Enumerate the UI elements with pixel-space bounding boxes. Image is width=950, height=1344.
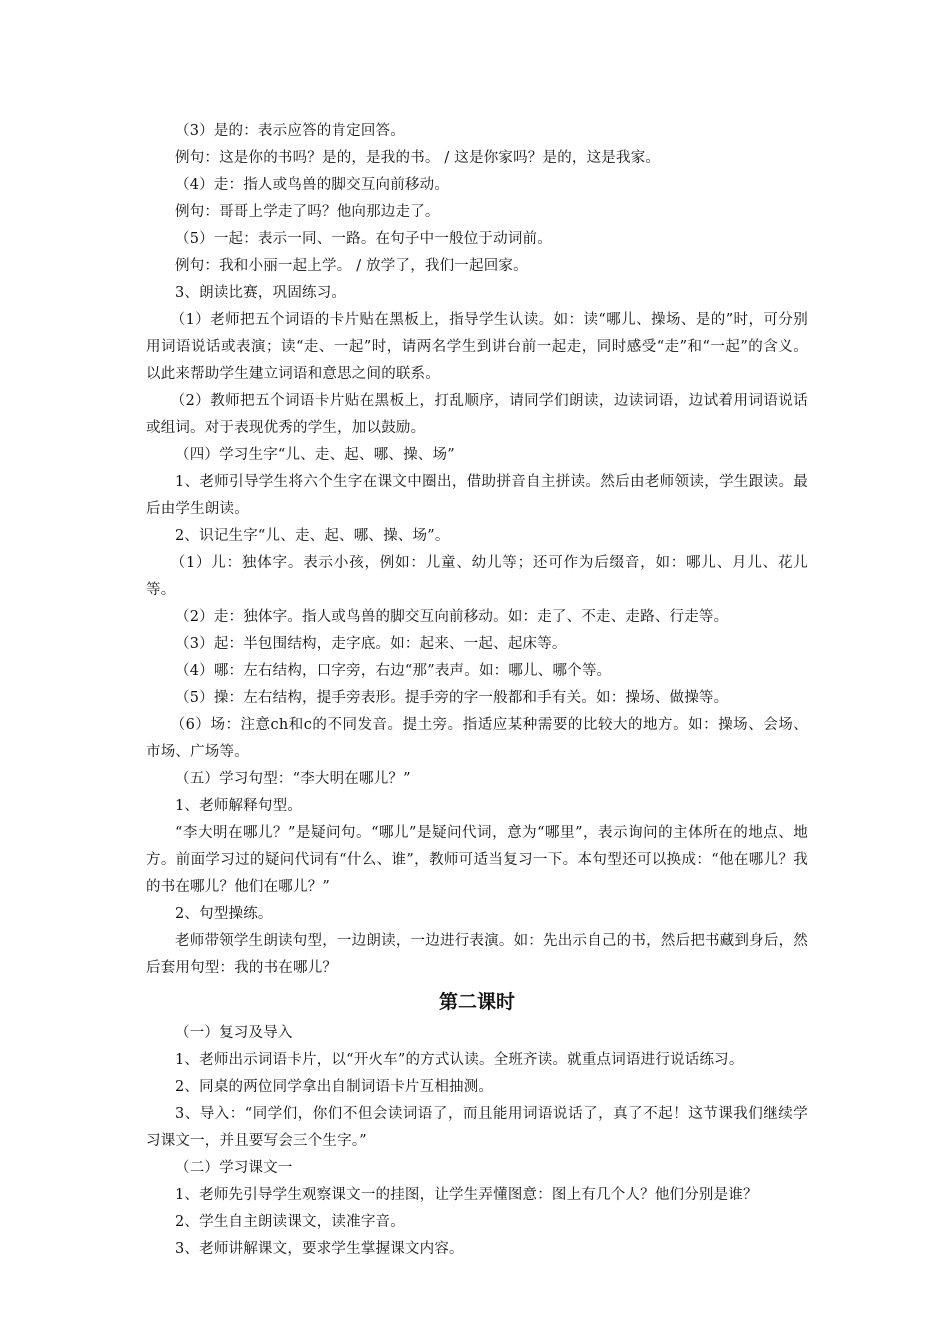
paragraph: 2、同桌的两位同学拿出自制词语卡片互相抽测。 (175, 1079, 494, 1095)
paragraph: 2、识记生字“儿、走、起、哪、操、场”。 (175, 528, 450, 544)
paragraph: （5）操：左右结构，提手旁表形。提手旁的字一般都和手有关。如：操场、做操等。 (175, 690, 729, 706)
paragraph: 3、导入：“同学们，你们不但会读词语了，而且能用词语说话了，真了不起！这节课我们继续学习课文一，并且要写会三个生字。” (146, 1106, 808, 1149)
paragraph: （1）儿：独体字。表示小孩，例如：儿童、幼儿等；还可作为后缀音，如：哪儿、月儿、花儿等。 (146, 555, 808, 598)
paragraph: 1、老师先引导学生观察课文一的挂图，让学生弄懂图意：图上有几个人？他们分别是谁？ (175, 1187, 758, 1203)
paragraph: （4）走：指人或鸟兽的脚交互向前移动。 (175, 177, 450, 193)
paragraph: （2）教师把五个词语卡片贴在黑板上，打乱顺序，请同学们朗读，边读词语，边试着用词语说话或组词。对于表现优秀的学生，加以鼓励。 (146, 393, 808, 436)
paragraph: （一）复习及导入 (175, 1025, 293, 1041)
paragraph: 1、老师解释句型。 (175, 798, 303, 814)
paragraph: 例句：哥哥上学走了吗？他向那边走了。 (175, 204, 440, 220)
paragraph: （1）老师把五个词语的卡片贴在黑板上，指导学生认读。如：读“哪儿、操场、是的”时，可分别用词语说话或表演；读“走、一起”时，请两名学生到讲台前一起走，同时感受“走”和“一起”的含义。以此来帮助学生建立词语和意思之间的联系。 (146, 312, 808, 382)
section-title: 第二课时 (438, 991, 515, 1013)
paragraph: （二）学习课文一 (175, 1160, 293, 1176)
paragraph: 老师带领学生朗读句型，一边朗读，一边进行表演。如：先出示自己的书，然后把书藏到身后，然后套用句型：我的书在哪儿？ (146, 933, 808, 976)
paragraph: （6）场：注意ch和c的不同发音。提土旁。指适应某种需要的比较大的地方。如：操场、会场、市场、广场等。 (146, 717, 808, 760)
paragraph: （4）哪：左右结构，口字旁，右边“那”表声。如：哪儿、哪个等。 (175, 663, 612, 679)
paragraph: 2、学生自主朗读课文，读准字音。 (175, 1214, 405, 1230)
paragraph: 1、老师出示词语卡片，以“开火车”的方式认读。全班齐读。就重点词语进行说话练习。 (175, 1052, 744, 1068)
paragraph: 例句：我和小丽一起上学。 / 放学了，我们一起回家。 (175, 258, 528, 274)
paragraph: （2）走：独体字。指人或鸟兽的脚交互向前移动。如：走了、不走、走路、行走等。 (175, 609, 729, 625)
paragraph: 1、老师引导学生将六个生字在课文中圈出，借助拼音自主拼读。然后由老师领读，学生跟读。最后由学生朗读。 (146, 474, 808, 517)
paragraph: （3）起：半包围结构，走字底。如：起来、一起、起床等。 (175, 636, 567, 652)
paragraph: （五）学习句型：“李大明在哪儿？” (175, 771, 411, 787)
paragraph: 例句：这是你的书吗？是的，是我的书。 / 这是你家吗？是的，这是我家。 (175, 150, 661, 166)
paragraph: （3）是的：表示应答的肯定回答。 (175, 123, 405, 139)
paragraph: 2、句型操练。 (175, 906, 273, 922)
paragraph: 3、老师讲解课文，要求学生掌握课文内容。 (175, 1241, 464, 1257)
paragraph: “李大明在哪儿？”是疑问句。“哪儿”是疑问代词，意为“哪里”，表示询问的主体所在的地点、地方。前面学习过的疑问代词有“什么、谁”，教师可适当复习一下。本句型还可以换成：“他在哪儿？我的书在哪儿？他们在哪儿？” (146, 825, 808, 895)
paragraph: （四）学习生字“儿、走、起、哪、操、场” (175, 447, 455, 463)
paragraph: 3、朗读比赛，巩固练习。 (175, 285, 347, 301)
paragraph: （5）一起：表示一同、一路。在句子中一般位于动词前。 (175, 231, 552, 247)
